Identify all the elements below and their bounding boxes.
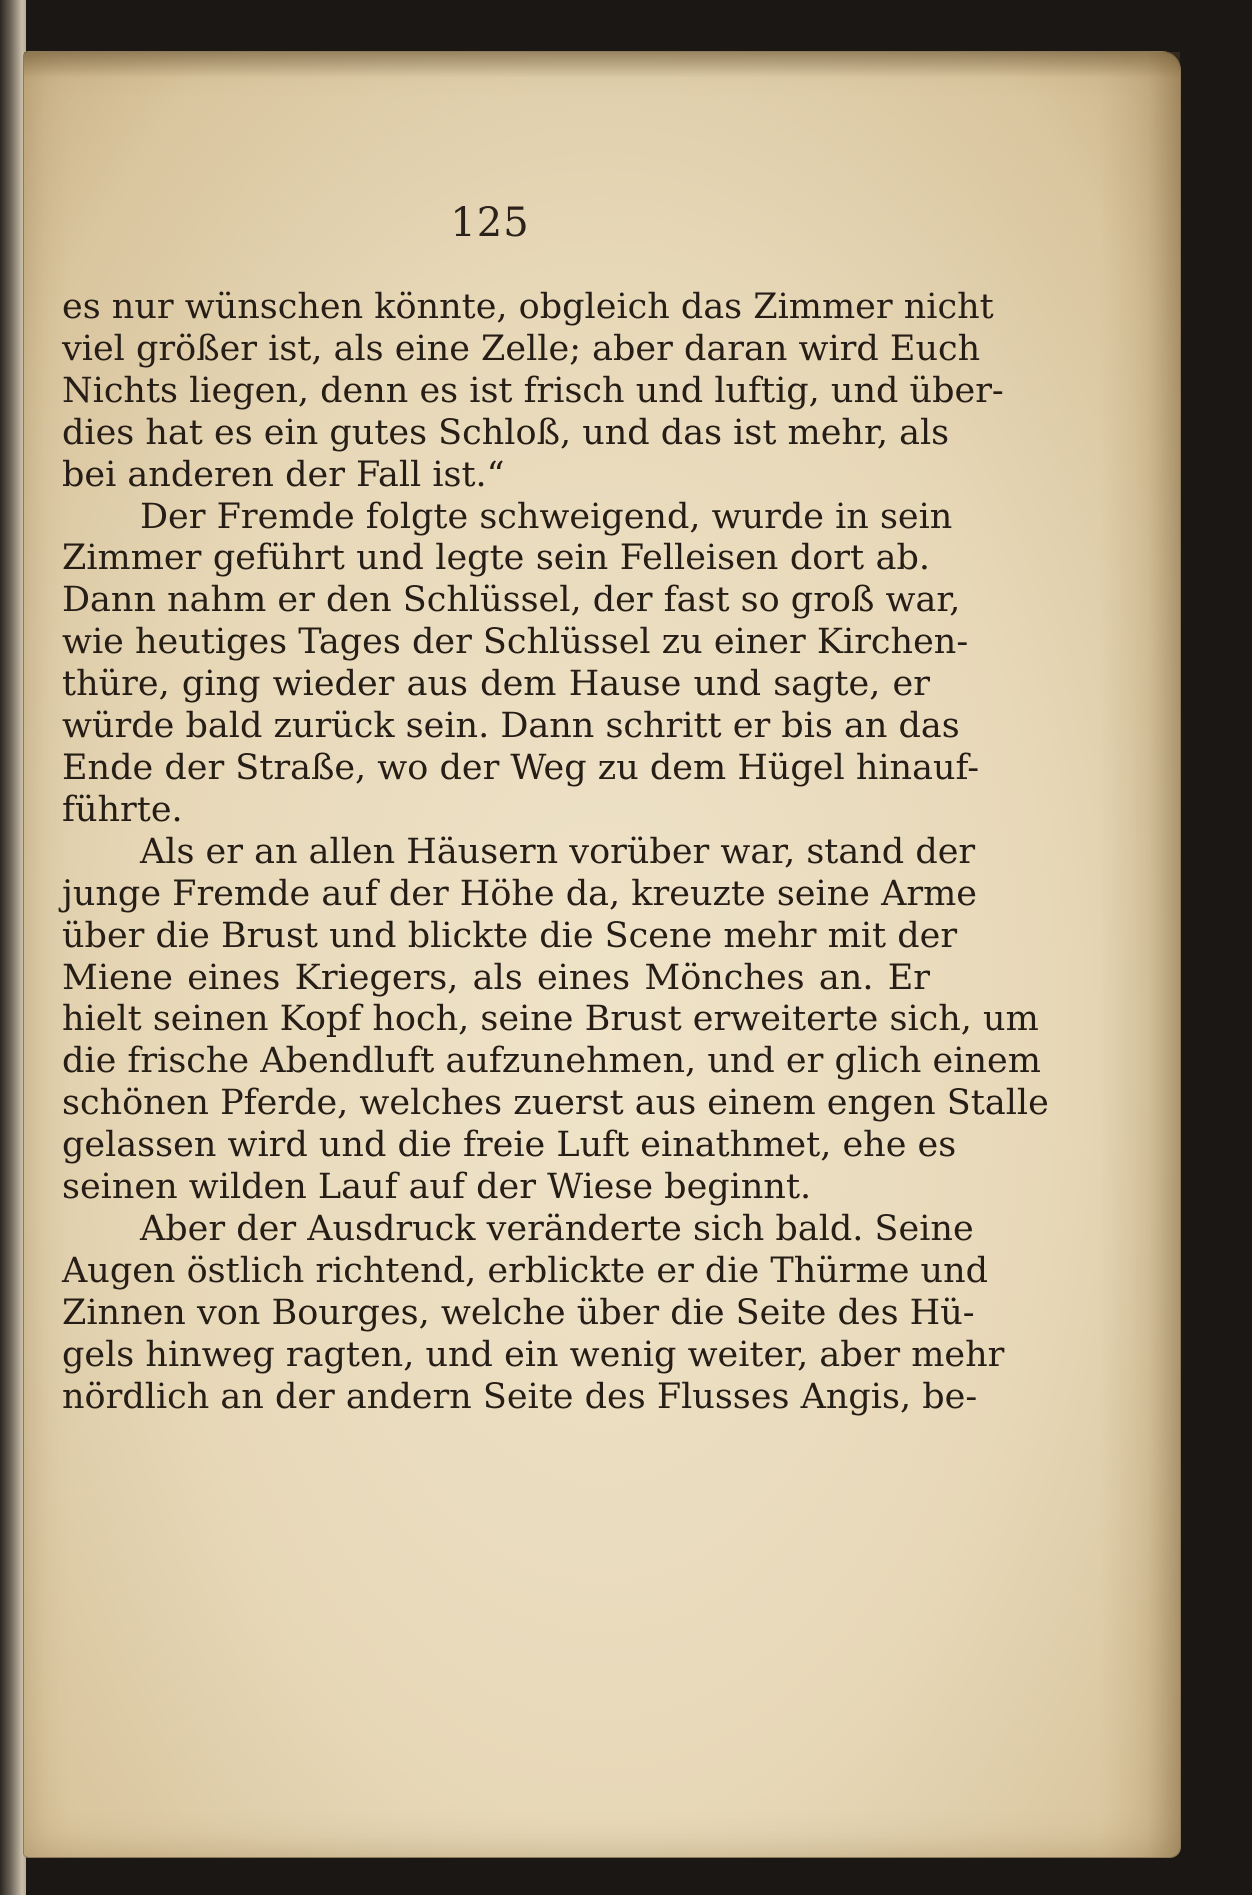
text-line: Zimmer geführt und legte sein Felleisen dort ab.: [62, 538, 930, 579]
text-line: Der Fremde folgte schweigend, wurde in sein: [140, 496, 953, 537]
text-line: viel größer ist, als eine Zelle; aber daran wird Euch: [62, 328, 981, 369]
text-line: thüre, ging wieder aus dem Hause und sagte, er: [62, 664, 930, 705]
text-line: bei anderen der Fall ist.“: [62, 454, 505, 495]
book-binding: [0, 0, 26, 1895]
text-line: seinen wilden Lauf auf der Wiese beginnt.: [62, 1167, 812, 1208]
text-line: Als er an allen Häusern vorüber war, stand der: [140, 831, 976, 872]
text-line: Zinnen von Bourges, welche über die Seite des Hü-: [62, 1292, 975, 1333]
text-line: wie heutiges Tages der Schlüssel zu einer Kirchen-: [62, 622, 969, 663]
text-line: es nur wünschen könnte, obgleich das Zimmer nicht: [62, 287, 994, 327]
text-line: hielt seinen Kopf hoch, seine Brust erweiterte sich, um: [62, 999, 1039, 1040]
text-line: Miene eines Kriegers, als eines Mönches an. Er: [62, 957, 930, 998]
page-edge-shadow: [1100, 52, 1180, 1857]
text-line: die frische Abendluft aufzunehmen, und er glich einem: [62, 1041, 1041, 1082]
page-text: [62, 287, 1049, 1418]
text-line: gelassen wird und die freie Luft einathmet, ehe es: [62, 1125, 957, 1166]
text-line: Aber der Ausdruck veränderte sich bald. Seine: [140, 1208, 974, 1249]
text-line: über die Brust und blickte die Scene mehr mit der: [62, 915, 958, 956]
text-line: Dann nahm er den Schlüssel, der fast so groß war,: [62, 580, 961, 621]
text-line: Ende der Straße, wo der Weg zu dem Hügel hinauf-: [62, 747, 980, 788]
text-line: nördlich an der andern Seite des Flusses Angis, be-: [62, 1376, 978, 1417]
page-number: 125: [450, 200, 530, 246]
text-line: schönen Pferde, welches zuerst aus einem engen Stalle: [62, 1083, 1049, 1124]
text-line: führte.: [62, 789, 183, 830]
text-line: würde bald zurück sein. Dann schritt er bis an das: [62, 706, 960, 747]
text-line: gels hinweg ragten, und ein wenig weiter, aber mehr: [62, 1334, 1005, 1375]
text-line: dies hat es ein gutes Schloß, und das ist mehr, als: [62, 412, 950, 453]
text-line: Augen östlich richtend, erblickte er die Thürme und: [62, 1250, 989, 1291]
page-top-shadow: [24, 52, 1180, 78]
text-line: Nichts liegen, denn es ist frisch und luftig, und über-: [62, 370, 1004, 411]
text-line: junge Fremde auf der Höhe da, kreuzte seine Arme: [62, 873, 977, 914]
